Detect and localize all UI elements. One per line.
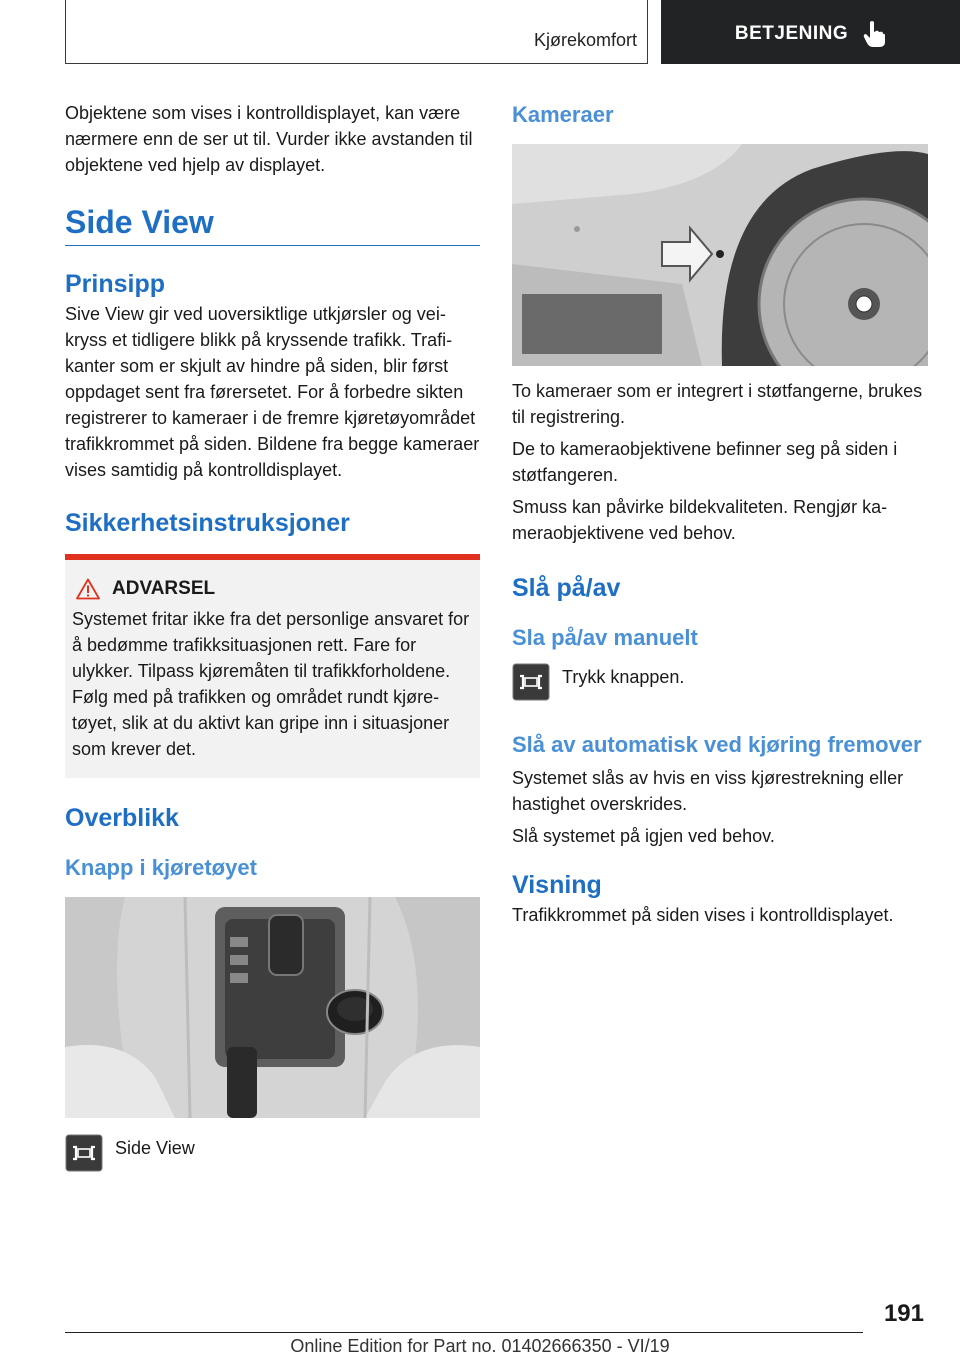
auto-off-paragraph-2: Slå systemet på igjen ved behov.: [512, 826, 775, 846]
warning-box: [65, 554, 480, 778]
display-paragraph: Trafikkrommet på siden vises i kontrolldisplayet.: [512, 905, 894, 925]
button-in-vehicle-heading: Knapp i kjøretøyet: [65, 855, 257, 880]
side-view-button-row: [65, 1134, 480, 1172]
side-view-button-icon: [65, 1134, 103, 1172]
left-column: [65, 100, 480, 1172]
header-chapter-tab: [661, 0, 960, 64]
center-console-image: [65, 897, 480, 1118]
side-view-button-icon: [512, 663, 550, 701]
principle-heading: Prinsipp: [65, 270, 166, 298]
header-chapter-title: BETJENING: [734, 23, 849, 44]
on-off-heading: Slå på/av: [512, 574, 621, 602]
cameras-paragraph-1: To kameraer som er integrert i støtfangerne, brukes til registrering.: [512, 381, 923, 427]
cameras-paragraph-2: De to kameraobjektivene befinner seg på siden i støtfangeren.: [512, 439, 898, 485]
auto-off-heading: Slå av automatisk ved kjøring fremover: [512, 732, 922, 757]
warning-title: ADVARSEL: [112, 578, 216, 599]
display-heading: Visning: [512, 871, 602, 899]
warning-text: Systemet fritar ikke fra det personlige ansvaret for å bedømme trafikksituasjonen rett. Fare for ulykker. Tilpass kjøremåten til trafikkforholdene. Følg med på trafikken og området rundt kjøretøyet, slik at du aktivt kan gripe inn i situasjoner som krever det.: [72, 609, 470, 759]
safety-heading: Sikkerhetsinstruksjoner: [65, 509, 350, 537]
footer-edition: Online Edition for Part no. 01402666350 - VI/19: [290, 1336, 670, 1356]
manual-button-row: [512, 663, 928, 701]
overview-heading: Overblikk: [65, 804, 179, 832]
manual-button-text: Trykk knappen.: [562, 667, 685, 687]
warning-header: [76, 578, 472, 600]
right-column: [512, 100, 928, 928]
intro-paragraph: Objektene som vises i kontrolldisplayet, kan være nærmere enn de ser ut til. Vurder ikke avstanden til objektene ved hjelp av displayet.: [65, 103, 473, 175]
cameras-paragraph-3: Smuss kan påvirke bildekvaliteten. Rengjør kameraobjektivene ved behov.: [512, 497, 888, 543]
header-section-title: Kjørekomfort: [533, 30, 637, 50]
warning-triangle-icon: [76, 578, 100, 600]
side-view-button-label: Side View: [115, 1138, 195, 1158]
cameras-heading: Kameraer: [512, 102, 614, 127]
page-number: 191: [883, 1300, 924, 1327]
page-title: Side View: [65, 204, 480, 246]
pointing-hand-icon: [862, 20, 886, 48]
header-section-box: [65, 0, 648, 64]
principle-paragraph: Sive View gir ved uoversiktlige utkjørsler og veikryss et tidligere blikk på kryssende trafikk. Trafikanter som er skjult av hindre på siden, blir først oppdaget sent fra førersetet. For å forbedre sikten registrerer to kameraer i de fremre kjøretøyområdet trafikkrommet på siden. Bildene fra begge kameraer vises samtidig på kontrolldisplayet.: [65, 304, 480, 480]
bumper-camera-image: [512, 144, 928, 366]
auto-off-paragraph-1: Systemet slås av hvis en viss kjørestrekning eller hastighet overskrides.: [512, 768, 904, 814]
manual-on-off-heading: Sla på/av manuelt: [512, 625, 698, 650]
footer-divider: [65, 1332, 863, 1333]
